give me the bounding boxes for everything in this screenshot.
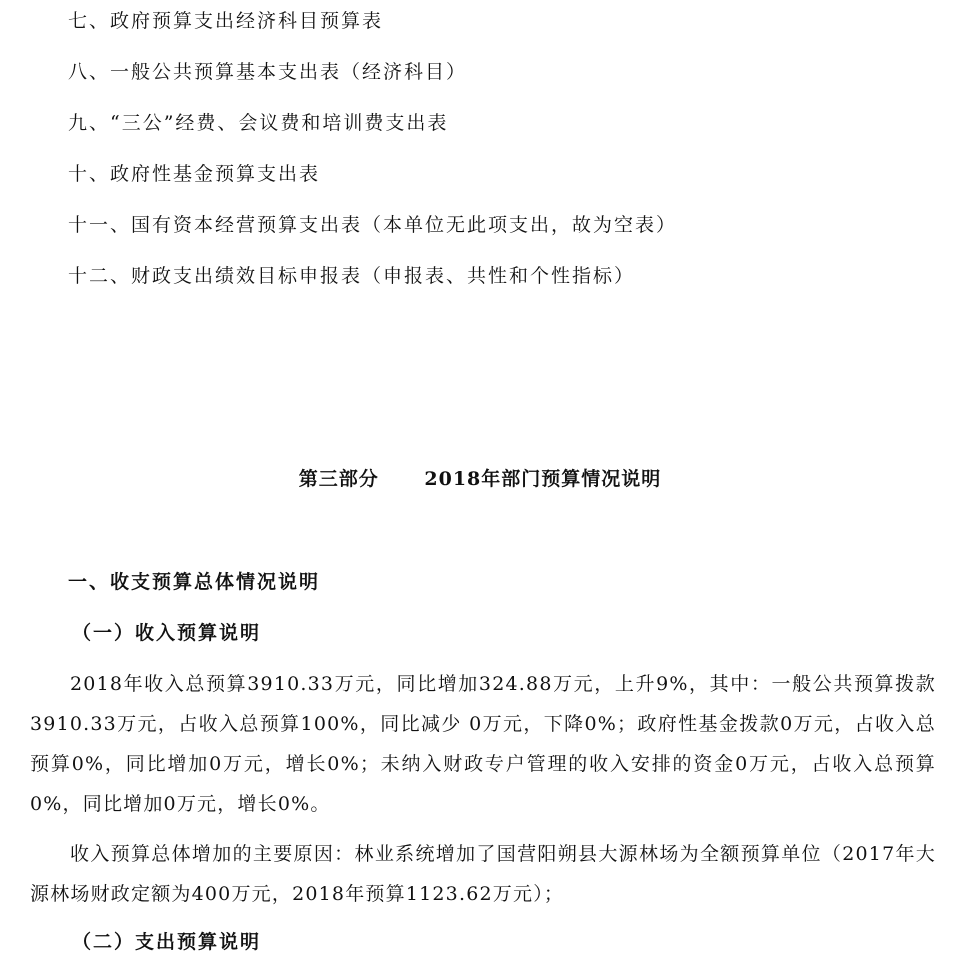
- list-item-11: 十一、国有资本经营预算支出表（本单位无此项支出，故为空表）: [68, 214, 678, 236]
- part-title: 第三部分 2018年部门预算情况说明: [298, 468, 662, 490]
- subsection-heading-income: （一）收入预算说明: [72, 622, 262, 644]
- subsection-heading-expenditure: （二）支出预算说明: [72, 931, 262, 953]
- list-item-8: 八、一般公共预算基本支出表（经济科目）: [68, 61, 468, 83]
- section-heading: 一、收支预算总体情况说明: [68, 571, 321, 593]
- list-item-9: 九、“三公”经费、会议费和培训费支出表: [68, 112, 449, 134]
- income-reason-paragraph: 收入预算总体增加的主要原因：林业系统增加了国营阳朔县大源林场为全额预算单位（2017年大源林场财政定额为400万元，2018年预算1123.62万元）；: [30, 843, 936, 905]
- list-item-12: 十二、财政支出绩效目标申报表（申报表、共性和个性指标）: [68, 265, 636, 287]
- list-item-10: 十、政府性基金预算支出表: [68, 163, 321, 185]
- income-paragraph: 2018年收入总预算3910.33万元，同比增加324.88万元，上升9%，其中：一般公共预算拨款3910.33万元，占收入总预算100%，同比减少 0万元，下降0%；政府性基金拨款0万元，占收入总预算0%，同比增加0万元，增长0%；未纳入财政专户管理的收入安排的资金0万元，占收入总预算0%，同比增加0万元，增长0%。: [30, 673, 936, 815]
- list-item-7: 七、政府预算支出经济科目预算表: [68, 10, 384, 32]
